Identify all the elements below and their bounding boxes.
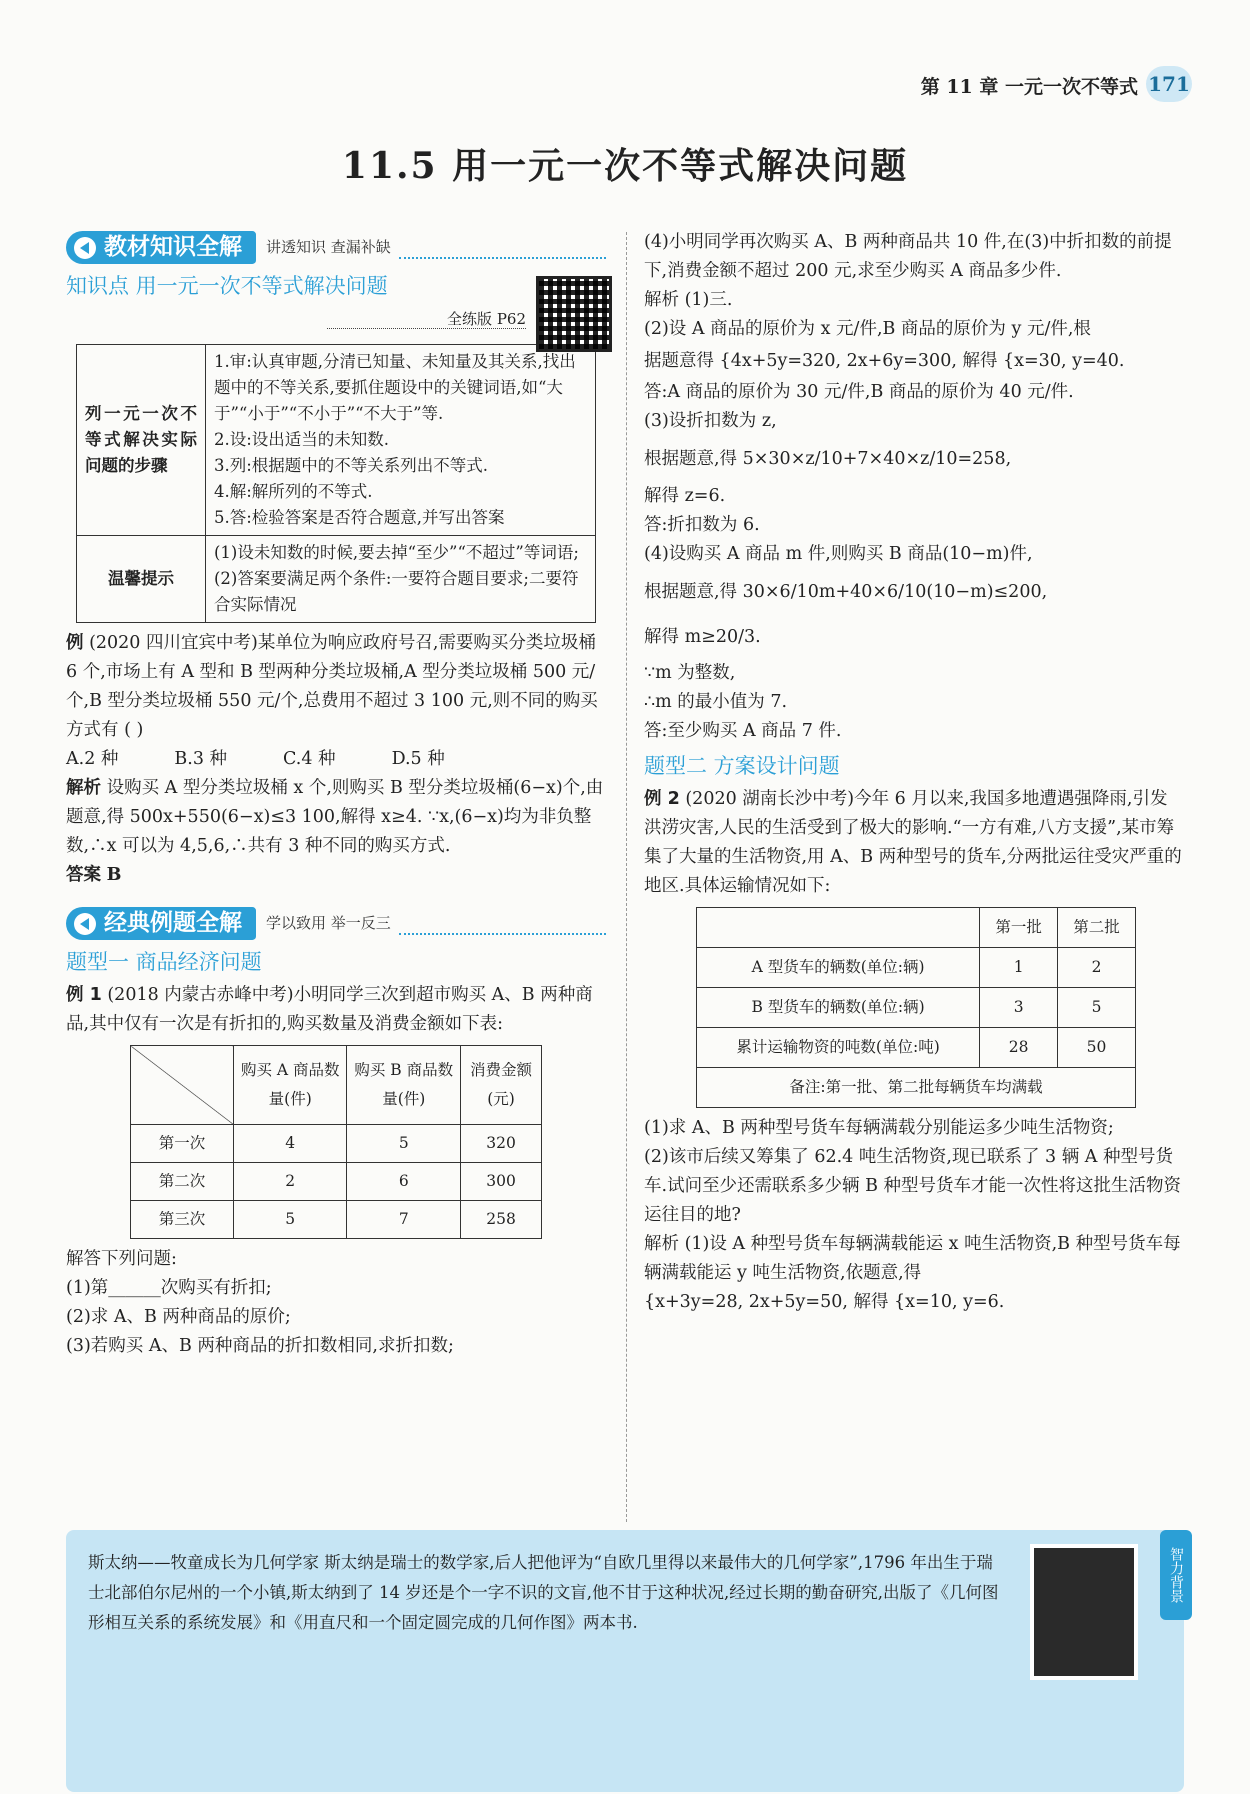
solution-line: 解析 (1)三. xyxy=(644,290,733,310)
purchase-table xyxy=(130,1045,542,1239)
solution-line: 解得 m≥20/3. xyxy=(644,627,761,647)
example-options xyxy=(66,745,606,774)
solution-line: 根据题意,得 5×30×z/10+7×40×z/10=258, xyxy=(644,449,1012,469)
tip-1: (1)设未知数的时候,要去掉“至少”“不超过”等词语; xyxy=(214,543,579,562)
kp-ref xyxy=(66,305,606,334)
table1-cell: 5 xyxy=(347,1125,461,1163)
table1-cell: 320 xyxy=(461,1125,542,1163)
question-line: (3)若购买 A、B 两种商品的折扣数相同,求折扣数; xyxy=(66,1336,454,1356)
table-row xyxy=(697,988,1136,1028)
ex1-body: (2018 内蒙古赤峰中考)小明同学三次到超市购买 A、B 两种商品,其中仅有一次是有折扣的,购买数量及消费金额如下表: xyxy=(66,985,593,1034)
ex2-question: (1)求 A、B 两种型号货车每辆满载分别能运多少吨生活物资; xyxy=(644,1118,1114,1138)
answer-value: B xyxy=(106,865,122,885)
table-row xyxy=(131,1125,542,1163)
table1-cell: 4 xyxy=(234,1125,347,1163)
question-line: 解答下列问题: xyxy=(66,1249,177,1269)
column-divider xyxy=(626,232,627,1522)
page-number: 171 xyxy=(1146,66,1192,102)
ex2-text xyxy=(644,785,1184,901)
steps-table xyxy=(76,344,596,623)
steps-head: 列一元一次不等式解决实际问题的步骤 xyxy=(77,345,206,536)
step-1: 1.审:认真审题,分清已知量、未知量及其关系,找出题中的不等关系,要抓住题设中的关键词语,如“大于”“小于”“不小于”“不大于”等. xyxy=(214,352,576,423)
step-2: 2.设:设出适当的未知数. xyxy=(214,430,390,449)
option-a: A.2 种 xyxy=(66,749,119,769)
table1-cell: 第二次 xyxy=(131,1163,234,1201)
solution-line: 答:折扣数为 6. xyxy=(644,515,760,535)
dotted-rule xyxy=(399,235,606,259)
table2-cell: A 型货车的辆数(单位:辆) xyxy=(697,948,980,988)
table1-cell: 2 xyxy=(234,1163,347,1201)
question-4: (4)小明同学再次购买 A、B 两种商品共 10 件,在(3)中折扣数的前提下,消费金额不超过 200 元,求至少购买 A 商品多少件. xyxy=(644,232,1172,281)
dotted-rule xyxy=(399,911,606,935)
right-column xyxy=(644,228,1184,1317)
solution-line: 答:至少购买 A 商品 7 件. xyxy=(644,721,842,741)
table1-cell: 258 xyxy=(461,1201,542,1239)
question-line: (1)第______次购买有折扣; xyxy=(66,1278,272,1298)
option-d: D.5 种 xyxy=(391,749,445,769)
banner-examples xyxy=(66,907,256,940)
table2-cell: B 型货车的辆数(单位:辆) xyxy=(697,988,980,1028)
solution-line: ∴m 的最小值为 7. xyxy=(644,692,788,712)
table1-corner xyxy=(131,1046,234,1125)
table2-note: 备注:第一批、第二批每辆货车均满载 xyxy=(697,1068,1136,1108)
table2-cell: 1 xyxy=(980,948,1058,988)
table1-cell: 7 xyxy=(347,1201,461,1239)
table2-header: 第一批 xyxy=(980,908,1058,948)
solution-line: 根据题意,得 30×6/10m+40×6/10(10−m)≤200, xyxy=(644,582,1048,602)
solution-line: (4)设购买 A 商品 m 件,则购买 B 商品(10−m)件, xyxy=(644,544,1033,564)
table2-cell: 3 xyxy=(980,988,1058,1028)
solution-line: (2)设 A 商品的原价为 x 元/件,B 商品的原价为 y 元/件,根 xyxy=(644,319,1091,339)
table1-header: 购买 B 商品数量(件) xyxy=(347,1046,461,1125)
solution-line: (3)设折扣数为 z, xyxy=(644,411,777,431)
side-tag: 智力背景 xyxy=(1160,1530,1192,1620)
answer-label: 答案 xyxy=(66,865,101,885)
tip-head: 温馨提示 xyxy=(77,536,206,623)
table1-cell: 第三次 xyxy=(131,1201,234,1239)
table-row xyxy=(697,948,1136,988)
ex1-label: 例 1 xyxy=(66,985,102,1005)
analysis-label: 解析 xyxy=(66,778,101,798)
tip-2: (2)答案要满足两个条件:一要符合题目要求;二要符合实际情况 xyxy=(214,569,579,614)
knowledge-point-title: 知识点 用一元一次不等式解决问题 xyxy=(66,274,388,298)
section-title: 11.5 用一元一次不等式解决问题 xyxy=(341,145,909,187)
banner-sub: 讲透知识 查漏补缺 xyxy=(266,237,391,256)
solution-line: 据题意得 {4x+5y=320, 2x+6y=300, 解得 {x=30, y=40. xyxy=(644,351,1125,371)
left-column xyxy=(66,228,606,1361)
analysis-body: 设购买 A 型分类垃圾桶 x 个,则购买 B 型分类垃圾桶(6−x)个,由题意,得 500x+550(6−x)≤3 100,解得 x≥4. ∵x,(6−x)均为非负整数,∴x 可以为 4,5,6,∴共有 3 种不同的购买方式. xyxy=(66,778,604,856)
tip-body xyxy=(206,536,596,623)
step-4: 4.解:解所列的不等式. xyxy=(214,482,373,501)
solution-line: 解得 z=6. xyxy=(644,486,726,506)
example-label: 例 xyxy=(66,633,84,653)
speaker-icon xyxy=(74,237,96,259)
kp-ref-text: 全练版 P62 xyxy=(327,310,526,329)
table2-header: 第二批 xyxy=(1058,908,1136,948)
table1-cell: 第一次 xyxy=(131,1125,234,1163)
type1-title: 题型一 商品经济问题 xyxy=(66,950,262,974)
example-analysis xyxy=(66,774,606,861)
portrait-photo xyxy=(1030,1544,1138,1680)
table-row xyxy=(697,1028,1136,1068)
question-line: (2)求 A、B 两种商品的原价; xyxy=(66,1307,291,1327)
solution-line: 答:A 商品的原价为 30 元/件,B 商品的原价为 40 元/件. xyxy=(644,382,1074,402)
banner-label: 经典例题全解 xyxy=(104,909,242,936)
banner-knowledge xyxy=(66,231,256,264)
table-row xyxy=(131,1163,542,1201)
qr-code[interactable] xyxy=(536,276,612,352)
table1-cell: 5 xyxy=(234,1201,347,1239)
ex2-question: (2)该市后续又筹集了 62.4 吨生活物资,现已联系了 3 辆 A 种型号货车.试问至少还需联系多少辆 B 种型号货车才能一次性将这批生活物资运往目的地? xyxy=(644,1147,1182,1225)
ex1-text xyxy=(66,981,606,1039)
steps-body xyxy=(206,345,596,536)
truck-table xyxy=(696,907,1136,1108)
background-text: 斯太纳——牧童成长为几何学家 斯太纳是瑞士的数学家,后人把他评为“自欧几里得以来最伟大的几何学家”,1796 年出生于瑞士北部伯尔尼州的一个小镇,斯太纳到了 14 岁还是个一字不识的文盲,他不甘于这种状况,经过长期的勤奋研究,出版了《几何图形相互关系的系统发展》和《用直尺和一个固定圆完成的几何作图》两本书. xyxy=(88,1553,999,1632)
solution-line: ∵m 为整数, xyxy=(644,663,736,683)
table-row xyxy=(131,1201,542,1239)
table1-cell: 6 xyxy=(347,1163,461,1201)
ex2-system: {x+3y=28, 2x+5y=50, 解得 {x=10, y=6. xyxy=(644,1292,1005,1312)
option-b: B.3 种 xyxy=(174,749,228,769)
table2-cell: 50 xyxy=(1058,1028,1136,1068)
table1-header: 消费金额(元) xyxy=(461,1046,542,1125)
example-text xyxy=(66,629,606,745)
table2-cell: 累计运输物资的吨数(单位:吨) xyxy=(697,1028,980,1068)
table2-cell: 28 xyxy=(980,1028,1058,1068)
type2-title: 题型二 方案设计问题 xyxy=(644,754,840,778)
table1-header: 购买 A 商品数量(件) xyxy=(234,1046,347,1125)
example-body: (2020 四川宜宾中考)某单位为响应政府号召,需要购买分类垃圾桶 6 个,市场上有 A 型和 B 型两种分类垃圾桶,A 型分类垃圾桶 500 元/个,B 型分类垃圾桶 550 元/个,总费用不超过 3 100 元,则不同的购买方式有 ( ) xyxy=(66,633,598,740)
table2-cell: 5 xyxy=(1058,988,1136,1028)
ex2-body: (2020 湖南长沙中考)今年 6 月以来,我国多地遭遇强降雨,引发洪涝灾害,人民的生活受到了极大的影响.“一方有难,八方支援”,某市筹集了大量的生活物资,用 A、B 两种型号的货车,分两批运往受灾严重的地区.具体运输情况如下: xyxy=(644,789,1182,896)
ex2-label: 例 2 xyxy=(644,789,680,809)
table2-cell: 2 xyxy=(1058,948,1136,988)
option-c: C.4 种 xyxy=(283,749,336,769)
banner-sub: 学以致用 举一反三 xyxy=(266,913,391,932)
ex2-analysis: 解析 (1)设 A 种型号货车每辆满载能运 x 吨生活物资,B 种型号货车每辆满载能运 y 吨生活物资,依题意,得 xyxy=(644,1234,1181,1283)
example-answer xyxy=(66,861,606,890)
step-3: 3.列:根据题中的不等关系列出不等式. xyxy=(214,456,489,475)
step-5: 5.答:检验答案是否符合题意,并写出答案 xyxy=(214,508,505,527)
chapter-header: 第 11 章 一元一次不等式 xyxy=(920,76,1138,98)
table1-cell: 300 xyxy=(461,1163,542,1201)
table2-header xyxy=(697,908,980,948)
speaker-icon xyxy=(74,913,96,935)
banner-label: 教材知识全解 xyxy=(104,233,242,260)
